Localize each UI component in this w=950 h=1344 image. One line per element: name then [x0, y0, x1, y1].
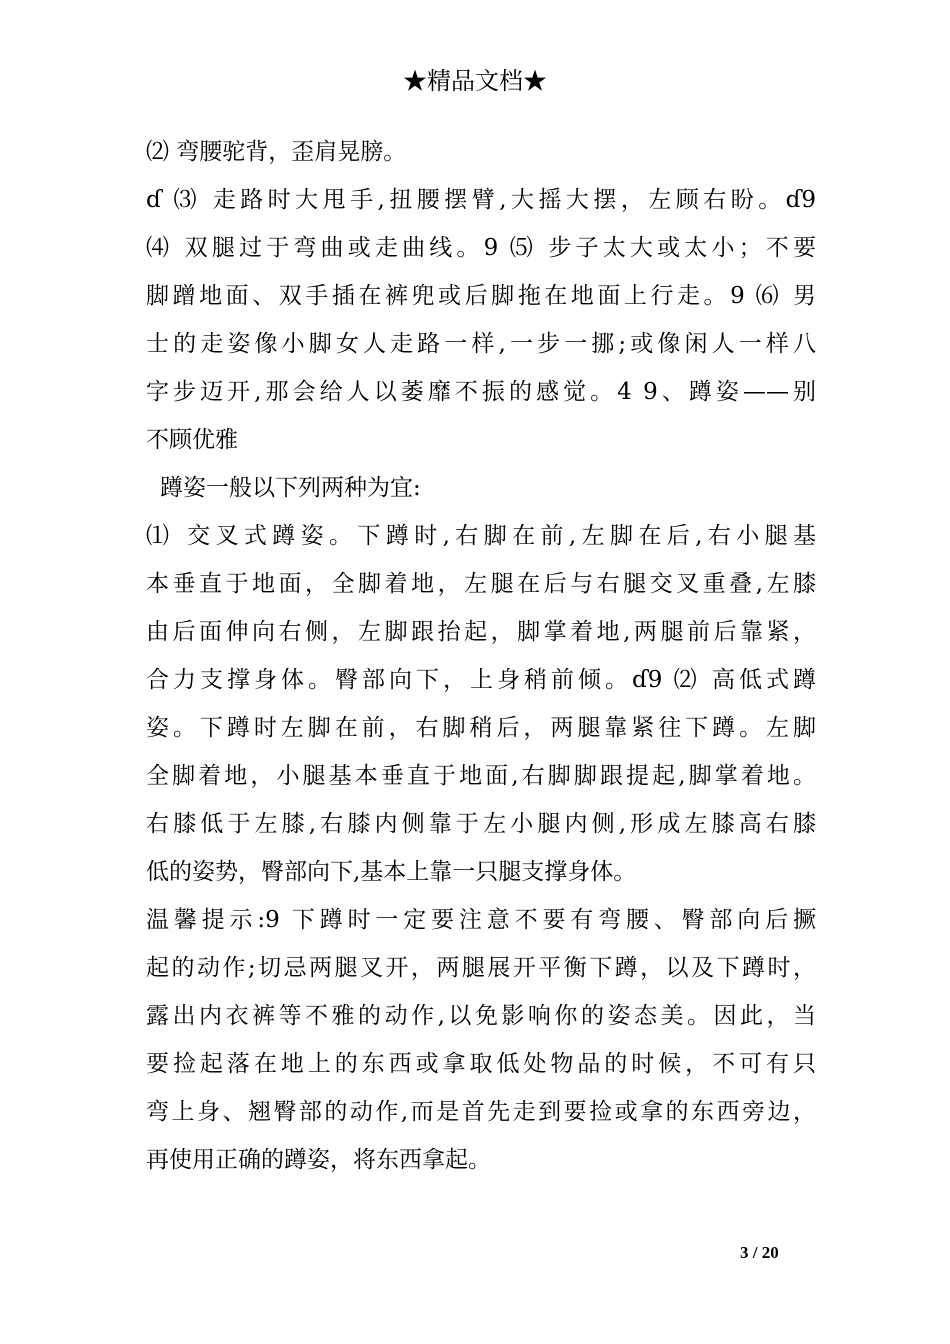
text-line: 再使用正确的蹲姿，将东西拿起。: [146, 1147, 491, 1173]
text-line: 温馨提示:9 下蹲时一定要注意不要有弯腰、臀部向后撅: [146, 907, 816, 933]
text-line: 不顾优雅: [146, 427, 238, 453]
document-body: [146, 128, 816, 1184]
text-line: 全脚着地，小腿基本垂直于地面,右脚脚跟提起,脚掌着地。: [146, 763, 816, 789]
text-line: 合力支撑身体。臀部向下，上身稍前倾。ɗ9 ⑵ 高低式蹲: [146, 667, 816, 693]
text-line: ⑴ 交叉式蹲姿。下蹲时,右脚在前,左脚在后,右小腿基: [146, 523, 816, 549]
text-line: ɗ ⑶ 走路时大甩手,扭腰摆臂,大摇大摆，左顾右盼。ɗ9: [146, 187, 816, 213]
text-line: ⑷ 双腿过于弯曲或走曲线。9 ⑸ 步子太大或太小；不要: [146, 235, 816, 261]
text-line: 弯上身、翘臀部的动作,而是首先走到要捡或拿的东西旁边，: [146, 1099, 816, 1125]
document-header: ★精品文档★: [403, 67, 547, 95]
text-line: 右膝低于左膝,右膝内侧靠于左小腿内侧,形成左膝高右膝: [146, 811, 816, 837]
text-line: 由后面伸向右侧，左脚跟抬起，脚掌着地,两腿前后靠紧，: [146, 619, 816, 645]
text-line: 起的动作;切忌两腿叉开，两腿展开平衡下蹲，以及下蹲时，: [146, 955, 816, 981]
text-line: 蹲姿一般以下列两种为宜:: [160, 475, 421, 501]
text-line: 本垂直于地面，全脚着地，左腿在后与右腿交叉重叠,左膝: [146, 571, 816, 597]
text-line: 要捡起落在地上的东西或拿取低处物品的时候，不可有只: [146, 1051, 816, 1077]
text-line: 字步迈开,那会给人以萎靡不振的感觉。4 9、蹲姿——别: [146, 379, 816, 405]
text-line: 姿。下蹲时左脚在前，右脚稍后，两腿靠紧往下蹲。左脚: [146, 715, 816, 741]
text-line: 露出内衣裤等不雅的动作,以免影响你的姿态美。因此，当: [146, 1003, 816, 1029]
text-line: 士的走姿像小脚女人走路一样,一步一挪;或像闲人一样八: [146, 331, 816, 357]
page-number: 3 / 20: [740, 1243, 779, 1262]
text-line: 脚蹭地面、双手插在裤兜或后脚拖在地面上行走。9 ⑹ 男: [146, 283, 816, 309]
text-line: 低的姿势，臀部向下,基本上靠一只腿支撑身体。: [146, 859, 637, 885]
text-line: ⑵ 弯腰驼背，歪肩晃膀。: [146, 139, 407, 165]
